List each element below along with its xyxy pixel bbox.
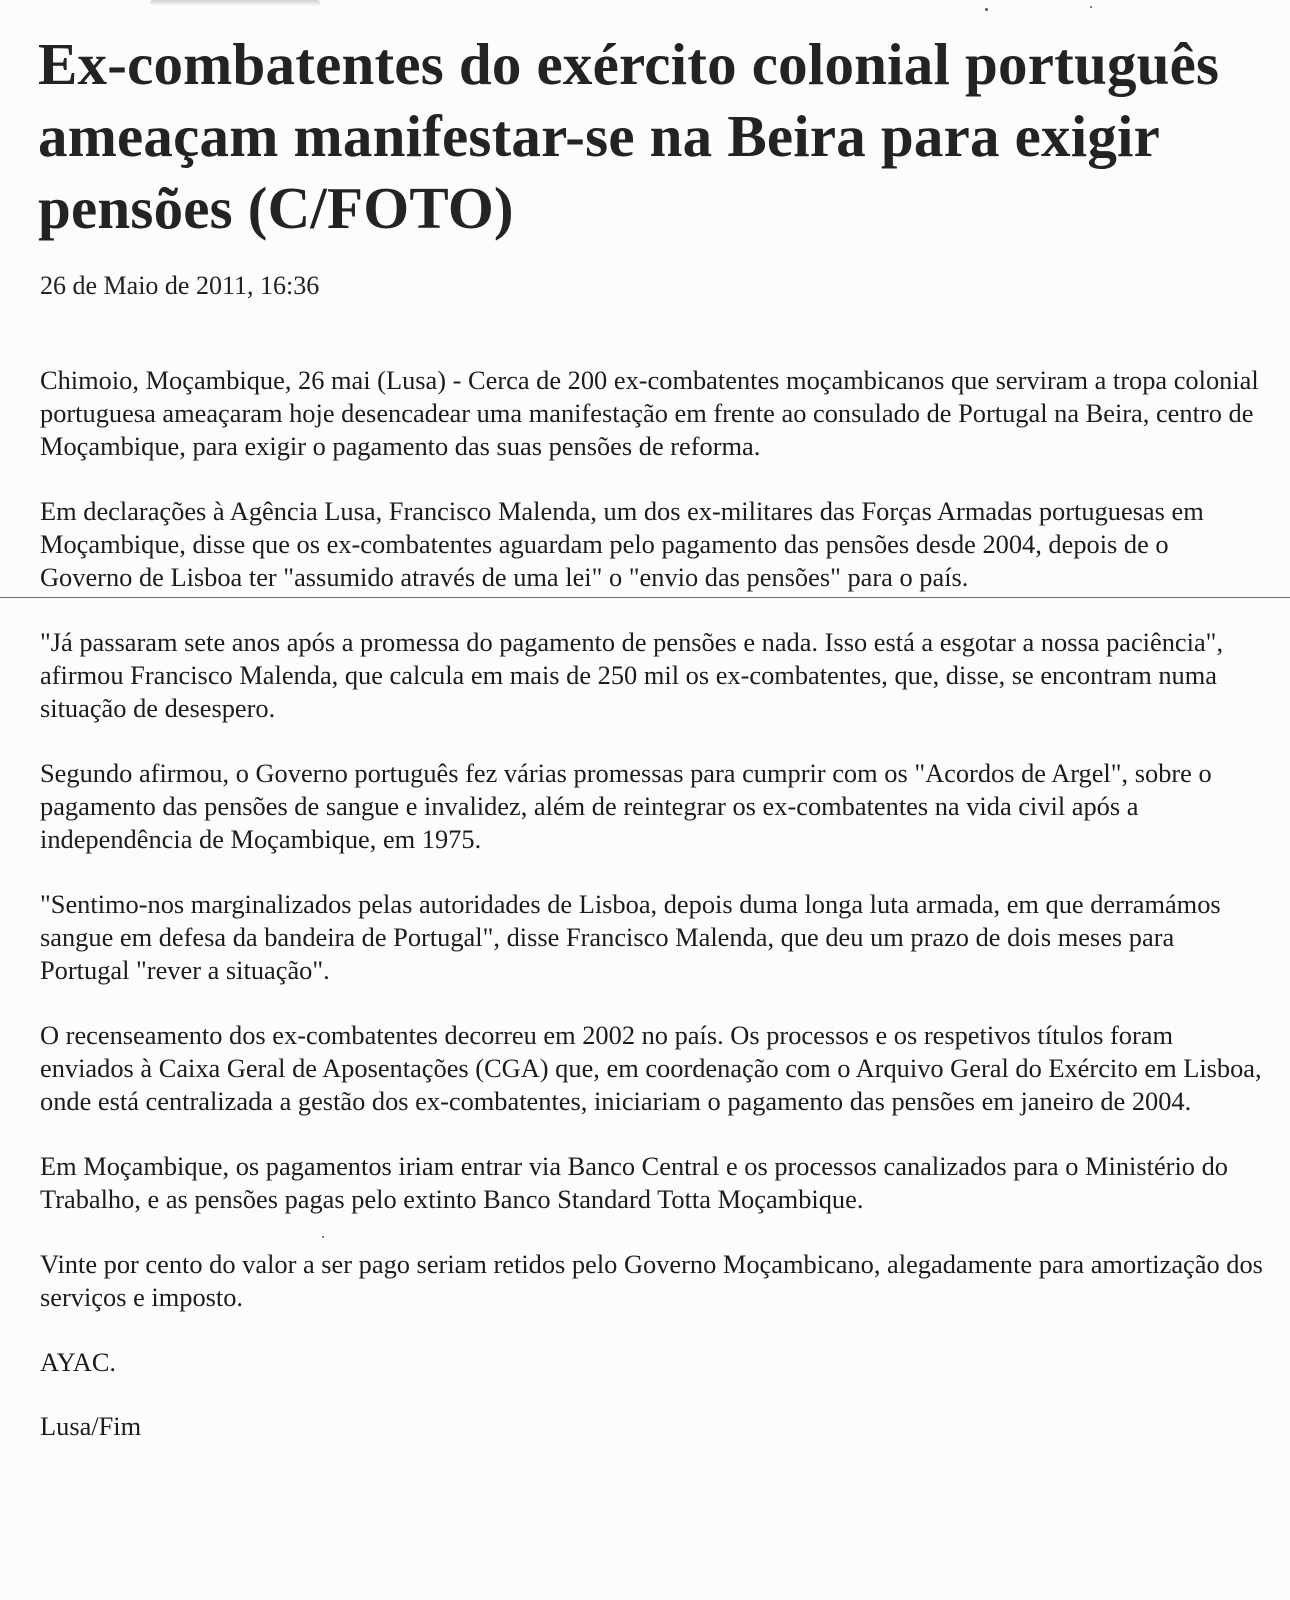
article-body — [40, 364, 1265, 1474]
scan-speck — [985, 8, 988, 11]
article-paragraph: "Sentimo-nos marginalizados pelas autoridades de Lisboa, depois duma longa luta armada, em que derramámos sangue em defesa da bandeira de Portugal", disse Francisco Malenda, que deu um prazo de dois meses para Portugal "rever a situação". — [40, 889, 1221, 985]
author-initials: AYAC. — [40, 1347, 117, 1377]
article-dateline: 26 de Maio de 2011, 16:36 — [40, 271, 320, 300]
article-paragraph: Vinte por cento do valor a ser pago seriam retidos pelo Governo Moçambicano, alegadamente para amortização dos serviços e imposto. — [40, 1249, 1263, 1312]
scan-speck — [1090, 6, 1092, 8]
article-paragraph: Segundo afirmou, o Governo português fez várias promessas para cumprir com os "Acordos de Argel", sobre o pagamento das pensões de sangue e invalidez, além de reintegrar os ex-combatentes na vida civil após a independência de Moçambique, em 1975. — [40, 758, 1212, 854]
article-signoff: Lusa/Fim — [40, 1411, 142, 1441]
article-paragraph: O recenseamento dos ex-combatentes decorreu em 2002 no país. Os processos e os respetivos títulos foram enviados à Caixa Geral de Aposentações (CGA) que, em coordenação com o Arquivo Geral do Exército em Lisboa, onde está centralizada a gestão dos ex-combatentes, iniciariam o pagamento das pensões em janeiro de 2004. — [40, 1020, 1262, 1116]
article-paragraph: Chimoio, Moçambique, 26 mai (Lusa) - Cerca de 200 ex-combatentes moçambicanos que serviram a tropa colonial portuguesa ameaçaram hoje desencadear uma manifestação em frente ao consulado de Portugal na Beira, centro de Moçambique, para exigir o pagamento das suas pensões de reforma. — [40, 365, 1259, 461]
article-headline: Ex-combatentes do exército colonial português ameaçam manifestar-se na Beira para exigir pensões (C/FOTO) — [38, 31, 1220, 241]
scan-smudge — [150, 0, 320, 6]
article-paragraph: Em declarações à Agência Lusa, Francisco Malenda, um dos ex-militares das Forças Armadas portuguesas em Moçambique, disse que os ex-combatentes aguardam pelo pagamento das pensões desde 2004, depois de o Governo de Lisboa ter "assumido através de uma lei" o "envio das pensões" para o país. — [40, 496, 1204, 592]
article-paragraph: "Já passaram sete anos após a promessa do pagamento de pensões e nada. Isso está a esgotar a nossa paciência", afirmou Francisco Malenda, que calcula em mais de 250 mil os ex-combatentes, que, disse, se encontram numa situação de desespero. — [40, 627, 1224, 723]
article-paragraph: Em Moçambique, os pagamentos iriam entrar via Banco Central e os processos canalizados para o Ministério do Trabalho, e as pensões pagas pelo extinto Banco Standard Totta Moçambique. — [40, 1151, 1228, 1214]
